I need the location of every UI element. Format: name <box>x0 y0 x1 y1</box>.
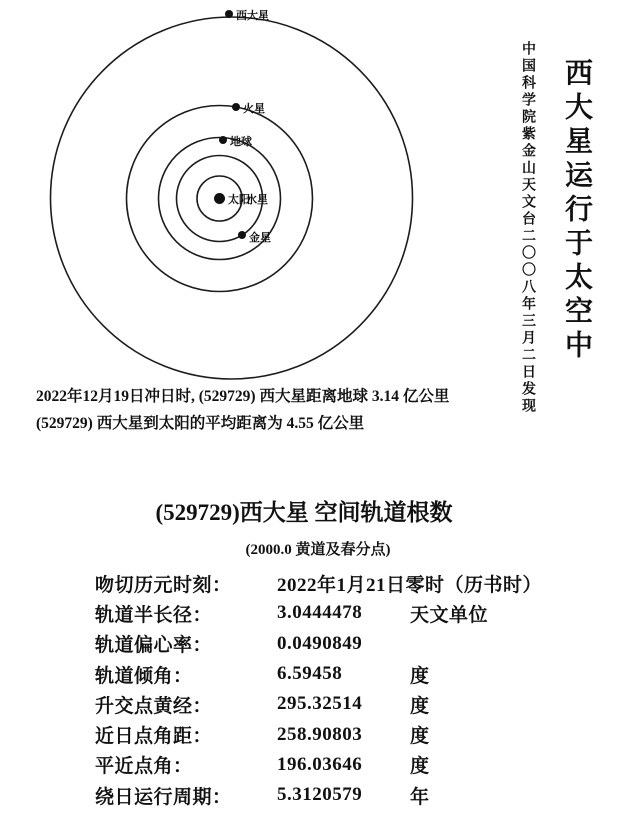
table-row <box>95 689 488 719</box>
mars-dot <box>232 103 240 111</box>
row-value: 196.03646 <box>277 753 363 775</box>
asteroid-label: 西大星 <box>236 10 269 22</box>
table-row <box>95 598 488 628</box>
row-label: 近日点角距： <box>95 726 213 748</box>
row-value: 0.0490849 <box>277 632 363 654</box>
sun-label: 太阳 <box>228 194 250 206</box>
table-row <box>95 780 488 810</box>
page-title-vertical: 西大星运行于太空中 <box>561 58 592 364</box>
row-label: 绕日运行周期： <box>95 786 232 808</box>
row-value: 258.90803 <box>277 723 363 745</box>
table-row <box>95 750 488 780</box>
caption-line-2: (529729) 西大星到太阳的平均距离为 4.55 亿公里 <box>36 415 365 432</box>
row-value: 2022年1月21日零时（历书时） <box>277 574 543 596</box>
orbital-elements-title: (529729)西大星 空间轨道根数 <box>155 500 453 525</box>
table-row <box>95 629 488 659</box>
mercury-label: 水星 <box>246 194 268 206</box>
discovery-credit-vertical: 中国科学院紫金山天文台二〇〇八年三月二日发现 <box>520 41 535 415</box>
orbital-elements-table <box>95 568 543 810</box>
row-label: 升交点黄经： <box>95 695 213 717</box>
row-unit: 度 <box>410 756 430 778</box>
row-label: 吻切历元时刻： <box>95 574 232 596</box>
table-row <box>95 659 488 689</box>
row-unit: 度 <box>410 726 430 748</box>
row-unit: 年 <box>410 786 430 808</box>
row-value: 5.3120579 <box>277 784 363 806</box>
earth-dot <box>219 136 227 144</box>
row-label: 轨道半长径： <box>95 604 213 626</box>
distance-caption <box>36 383 449 437</box>
orbit-diagram <box>0 0 470 392</box>
table-row <box>95 568 543 598</box>
row-value: 295.32514 <box>277 693 363 715</box>
asteroid-dot <box>225 10 233 18</box>
row-unit: 天文单位 <box>410 604 489 626</box>
orbital-elements-subtitle: (2000.0 黄道及春分点) <box>245 542 391 558</box>
venus-dot <box>238 231 246 239</box>
caption-line-1: 2022年12月19日冲日时, (529729) 西大星距离地球 3.14 亿公里 <box>36 388 450 405</box>
sun-dot <box>214 193 225 204</box>
row-value: 6.59458 <box>277 663 343 685</box>
row-unit: 度 <box>410 665 430 687</box>
row-label: 轨道倾角： <box>95 665 193 687</box>
row-value: 3.0444478 <box>277 602 363 624</box>
row-label: 平近点角： <box>95 756 193 778</box>
table-row <box>95 719 488 749</box>
row-label: 轨道偏心率： <box>95 635 213 657</box>
row-unit: 度 <box>410 695 430 717</box>
earth-label: 地球 <box>230 136 252 148</box>
mars-label: 火星 <box>243 103 265 115</box>
venus-label: 金星 <box>249 232 271 244</box>
